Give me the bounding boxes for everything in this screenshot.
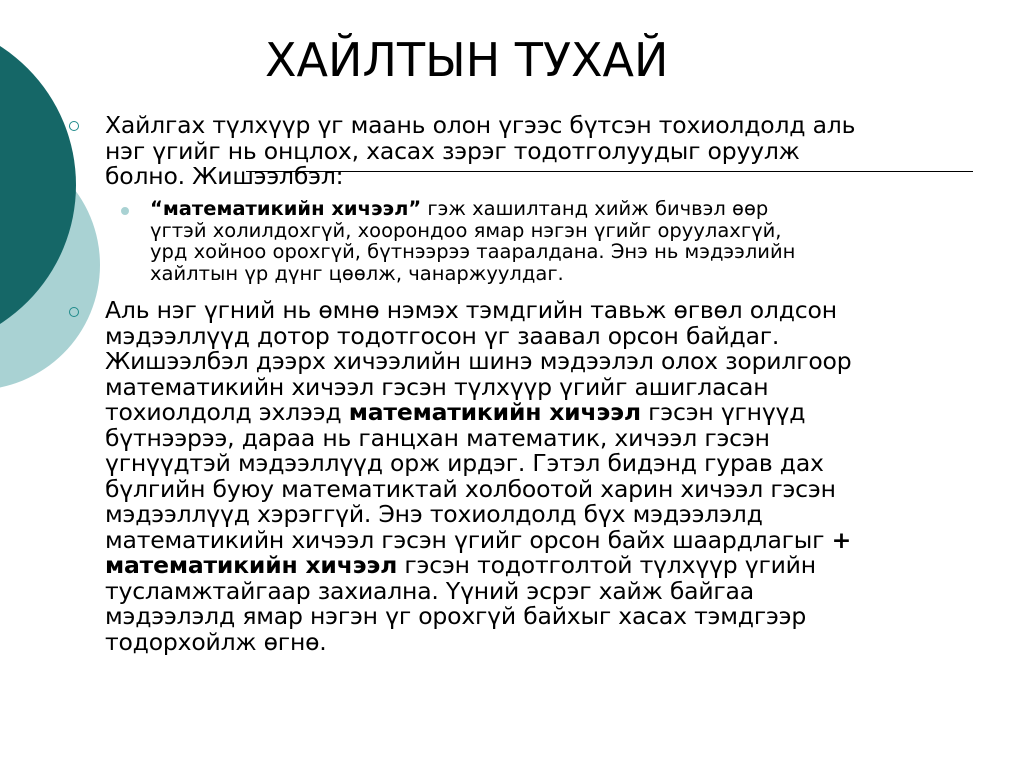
bold-phrase: математикийн хичээл xyxy=(105,551,398,579)
text-line xyxy=(105,553,851,579)
text-line: тодорхойлж өгнө. xyxy=(105,627,327,656)
text-line: нэг үгийг нь онцлох, хасах зэрэг тодотголуудыг оруулж xyxy=(105,136,800,165)
text-line: үгтэй холилдохгүй, хоорондоо ямар нэгэн үгийг оруулахгүй, xyxy=(150,218,782,242)
text-segment: гэж хашилтанд хийж бичвэл өөр xyxy=(421,197,769,220)
text-line xyxy=(105,400,851,426)
text-line: тусламжтайгаар захиална. Үүний эсрэг хайж байгаа xyxy=(105,576,754,605)
text-segment: математикийн хичээл гэсэн үгийг орсон байх шаардлагыг xyxy=(105,525,832,554)
text-line xyxy=(105,525,852,554)
text-line: мэдээлэлд ямар нэгэн үг орохгүй байхыг хасах тэмдгээр xyxy=(105,602,807,630)
text-line: Хайлгах түлхүүр үг маань олон үгээс бүтсэн тохиолдолд аль xyxy=(105,111,856,139)
text-line: хайлтын үр дүнг цөөлж, чанаржуулдаг. xyxy=(150,261,564,285)
text-line xyxy=(150,198,960,220)
text-segment: гэсэн тодотголтой түлхүүр үгийн xyxy=(397,551,816,579)
text-line: бүлгийн буюу математиктай холбоотой харин хичээл гэсэн xyxy=(105,474,836,503)
slide-title: ХАЙЛТЫН ТУХАЙ xyxy=(265,33,669,87)
text-line: Жишээлбэл дээрх хичээлийн шинэ мэдээлэл олох зорилгоор xyxy=(105,347,852,375)
bold-plus: + xyxy=(831,525,852,554)
sub-bullet-dot-icon xyxy=(121,207,129,215)
text-line: математикийн хичээл гэсэн түлхүүр үгийг ашигласан xyxy=(105,372,769,401)
text-line: мэдээллүүд хэрэггүй. Энэ тохиолдолд бүх мэдээлэлд xyxy=(105,500,763,528)
text-line: Аль нэг үгний нь өмнө нэмэх тэмдгийн тавьж өгвөл олдсон xyxy=(105,296,837,324)
bold-phrase: математикийн хичээл xyxy=(348,398,641,426)
text-segment: тохиолдолд эхлээд xyxy=(105,398,349,426)
bullet-paragraph-1 xyxy=(105,113,855,190)
bullet-ring-icon xyxy=(69,121,79,131)
text-line: бүтнээрээ, дараа нь ганцхан математик, хичээл гэсэн xyxy=(105,423,770,452)
bullet-ring-icon xyxy=(69,307,79,317)
text-segment: гэсэн үгнүүд xyxy=(640,398,806,426)
bullet-paragraph-2 xyxy=(105,298,851,655)
text-line: мэдээллүүд дотор тодотгосон үг заавал орсон байдаг. xyxy=(105,321,780,350)
sub-bullet-paragraph xyxy=(150,198,960,284)
text-line: үгнүүдтэй мэдээллүүд орж ирдэг. Гэтэл бидэнд гурав дах xyxy=(105,449,824,477)
text-line: урд хойноо орохгүй, бүтнээрээ тааралдана. Энэ нь мэдээлийн xyxy=(150,240,796,263)
text-line: болно. Жишээлбэл: xyxy=(105,162,344,190)
bold-phrase: “математикийн хичээл” xyxy=(150,197,422,220)
